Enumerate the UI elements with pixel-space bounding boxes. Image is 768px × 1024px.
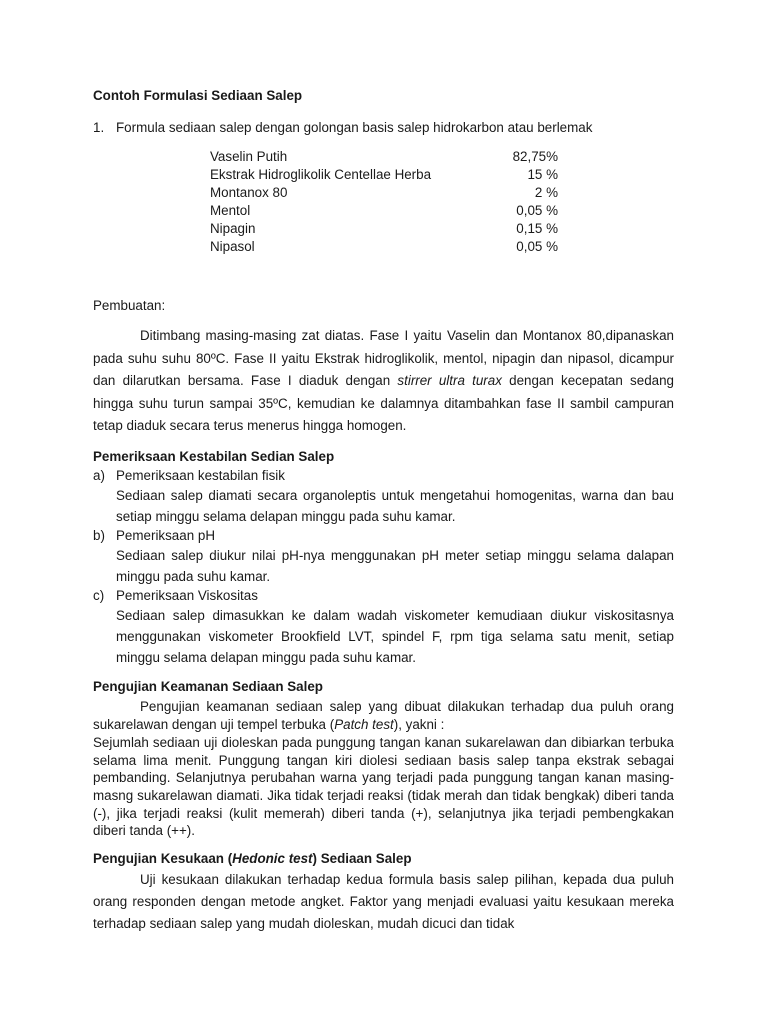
ingredient-name: Ekstrak Hidroglikolik Centellae Herba bbox=[210, 167, 432, 182]
ingredient-value: 0,05 % bbox=[516, 239, 558, 254]
formula-table bbox=[210, 148, 558, 256]
keamanan-paragraph-2: Sejumlah sediaan uji dioleskan pada punggung tangan kanan sukarelawan dan dibiarkan terbuka selama lima menit. Punggung tangan kiri diolesi sediaan basis salep tanpa ekstrak sebagai pembanding. Selanjutnya perubahan warna yang terjadi pada punggung tangan kanan masing-masng sukarelawan diamati. Jika tidak terjadi reaksi (tidak merah dan tidak bengkak) diberi tanda (-), jika terjadi reaksi (kulit memerah) diberi tanda (+), selanjutnya jika terjadi pembengkakan diberi tanda (++). bbox=[93, 735, 674, 839]
kesukaan-paragraph: Uji kesukaan dilakukan terhadap kedua formula basis salep pilihan, kepada dua puluh orang responden dengan metode angket. Faktor yang menjadi evaluasi yaitu kesukaan mereka terhadap sediaan salep yang mudah dioleskan, mudah dicuci dan tidak bbox=[93, 871, 674, 931]
formula-row bbox=[210, 238, 558, 256]
kesukaan-heading bbox=[93, 849, 674, 869]
document-title: Contoh Formulasi Sediaan Salep bbox=[93, 88, 303, 103]
pembuatan-paragraph bbox=[93, 325, 674, 438]
keamanan-italic-term: Patch test bbox=[334, 716, 394, 732]
ingredient-name: Montanox 80 bbox=[210, 185, 288, 200]
keamanan-text-part: Pengujian keamanan sediaan salep yang dibuat dilakukan terhadap dua puluh orang sukarelawan dengan uji tempel terbuka ( bbox=[93, 698, 674, 732]
item-content bbox=[116, 527, 674, 587]
kestabilan-heading: Pemeriksaan Kestabilan Sedian Salep bbox=[93, 448, 335, 464]
item-body: Sediaan salep dimasukkan ke dalam wadah viskometer kemudiaan diukur viskositasnya menggunakan viskometer Brookfield LVT, spindel F, rpm tiga selama satu menit, setiap minggu selama delapan minggu pada suhu kamar. bbox=[116, 607, 674, 665]
item-content bbox=[116, 587, 674, 668]
formula-row bbox=[210, 202, 558, 220]
formula-row bbox=[210, 220, 558, 238]
kestabilan-item bbox=[93, 527, 674, 587]
item-number: 1. bbox=[93, 120, 105, 135]
formula-row bbox=[210, 148, 558, 166]
pembuatan-italic-term: stirrer ultra turax bbox=[397, 373, 502, 389]
item-body: Sediaan salep diamati secara organoleptis untuk mengetahui homogenitas, warna dan bau setiap minggu selama delapan minggu pada suhu kamar. bbox=[116, 487, 674, 524]
ingredient-value: 0,15 % bbox=[516, 221, 558, 236]
ingredient-value: 0,05 % bbox=[516, 203, 558, 218]
ingredient-name: Vaselin Putih bbox=[210, 149, 288, 164]
item-content bbox=[116, 467, 674, 527]
ingredient-name: Nipasol bbox=[210, 239, 255, 254]
item-label: c) bbox=[93, 587, 105, 603]
formula-row bbox=[210, 184, 558, 202]
item-body: Sediaan salep diukur nilai pH-nya menggunakan pH meter setiap minggu selama dalapan minggu pada suhu kamar. bbox=[116, 547, 674, 584]
kestabilan-item bbox=[93, 587, 674, 668]
item-label: a) bbox=[93, 467, 105, 483]
ingredient-name: Nipagin bbox=[210, 221, 256, 236]
document-page bbox=[93, 86, 674, 935]
formula-row bbox=[210, 166, 558, 184]
keamanan-text-part: ), yakni : bbox=[393, 716, 445, 732]
kestabilan-item bbox=[93, 467, 674, 527]
kesukaan-heading-part: ) Sediaan Salep bbox=[312, 850, 412, 866]
keamanan-paragraph-1 bbox=[93, 698, 674, 733]
ingredient-value: 15 % bbox=[527, 167, 558, 182]
ingredient-value: 82,75% bbox=[512, 149, 558, 164]
item-title: Pemeriksaan Viskositas bbox=[116, 587, 258, 603]
pembuatan-text-part: Ditimbang masing-masing zat diatas. Fase I yaitu Vaselin dan Montanox 80,dipanaskan pada suhu suhu 80ºC. Fase II yaitu Ekstrak hidroglikolik, mentol, nipagin dan nipasol, dicampur dan dilarutkan bersama. Fase I diaduk dengan bbox=[93, 328, 674, 389]
pembuatan-heading: Pembuatan: bbox=[93, 298, 166, 313]
ingredient-name: Mentol bbox=[210, 203, 251, 218]
kesukaan-heading-italic: Hedonic test bbox=[232, 850, 313, 866]
item-title: Pemeriksaan pH bbox=[116, 527, 215, 543]
ingredient-value: 2 % bbox=[534, 185, 558, 200]
item-text: Formula sediaan salep dengan golongan basis salep hidrokarbon atau berlemak bbox=[116, 120, 593, 135]
item-title: Pemeriksaan kestabilan fisik bbox=[116, 467, 285, 483]
formula-item bbox=[93, 118, 674, 138]
keamanan-heading: Pengujian Keamanan Sediaan Salep bbox=[93, 678, 323, 694]
kesukaan-heading-part: Pengujian Kesukaan ( bbox=[93, 850, 233, 866]
item-label: b) bbox=[93, 527, 105, 543]
pembuatan-text-part: dengan kecepatan sedang hingga suhu turun sampai 35ºC, kemudian ke dalamnya ditambahkan fase II sambil campuran tetap diaduk secara terus menerus hingga homogen. bbox=[93, 373, 674, 434]
